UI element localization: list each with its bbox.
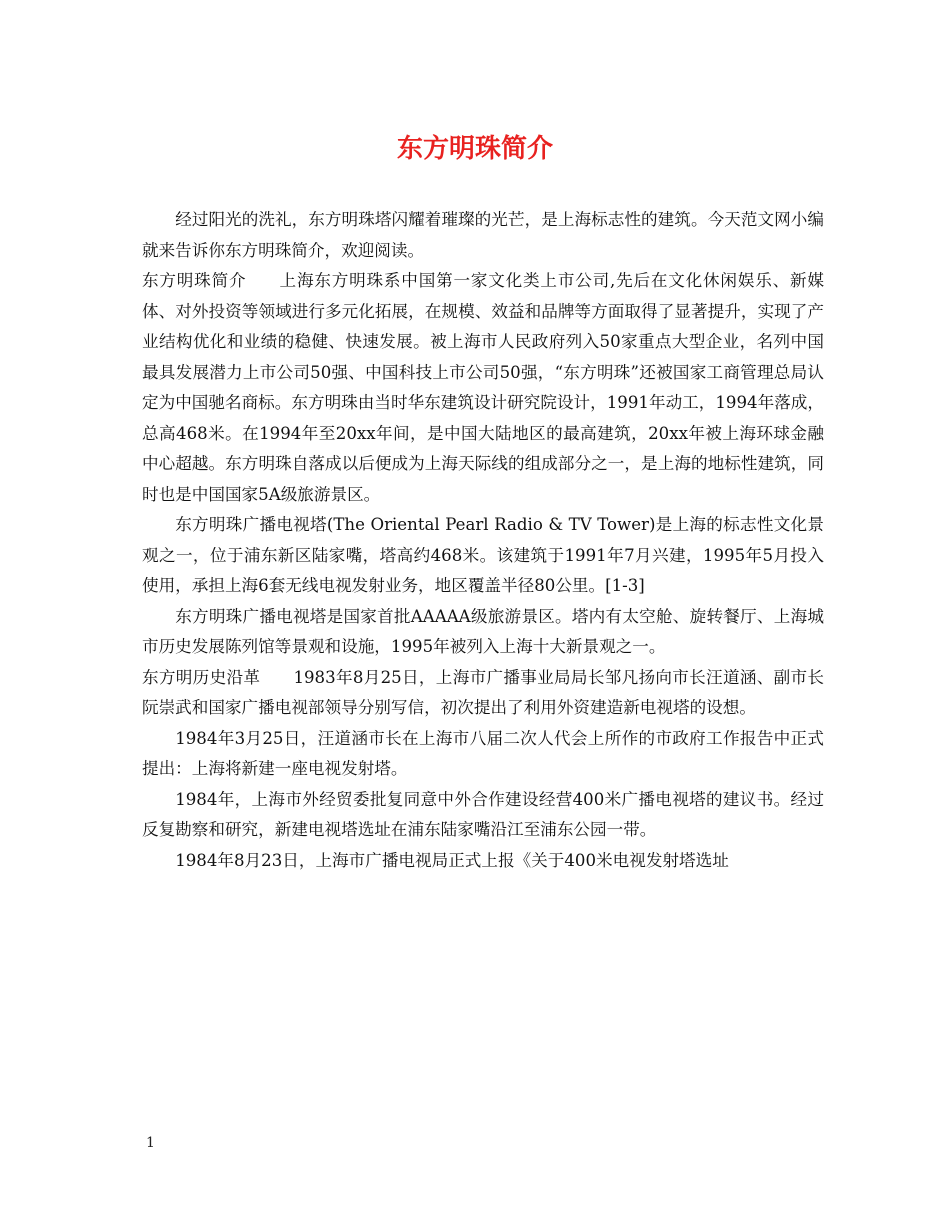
paragraph-1984-march: 1984年3月25日，汪道涵市长在上海市八届二次人代会上所作的市政府工作报告中正式提出：上海将新建一座电视发射塔。 <box>142 728 824 778</box>
paragraph-1984-august: 1984年8月23日，上海市广播电视局正式上报《关于400米电视发射塔选址 <box>175 850 729 870</box>
paragraph-overview <box>142 266 824 510</box>
paragraph-1984: 1984年，上海市外经贸委批复同意中外合作建设经营400米广播电视塔的建议书。经过反复勘察和研究，新建电视塔选址在浦东陆家嘴沿江至浦东公园一带。 <box>142 789 824 839</box>
paragraph-tower: 东方明珠广播电视塔(The Oriental Pearl Radio & TV Tower)是上海的标志性文化景观之一，位于浦东新区陆家嘴，塔高约468米。该建筑于1991年7月兴建，1995年5月投入使用，承担上海6套无线电视发射业务，地区覆盖半径80公里。[1-3] <box>142 515 824 595</box>
paragraph-history <box>142 663 824 724</box>
document-body <box>142 205 824 876</box>
paragraph-overview-text: 上海东方明珠系中国第一家文化类上市公司,先后在文化休闲娱乐、新媒体、对外投资等领域进行多元化拓展，在规模、效益和品牌等方面取得了显著提升，实现了产业结构优化和业绩的稳健、快速发展。被上海市人民政府列入50家重点大型企业，名列中国最具发展潜力上市公司50强、中国科技上市公司50强，“东方明珠”还被国家工商管理总局认定为中国驰名商标。东方明珠由当时华东建筑设计研究院设计，1991年动工，1994年落成，总高468米。在1994年至20xx年间，是中国大陆地区的最高建筑，20xx年被上海环球金融中心超越。东方明珠自落成以后便成为上海天际线的组成部分之一，是上海的地标性建筑，同时也是中国国家5A级旅游景区。 <box>142 271 824 504</box>
document-title: 东方明珠简介 <box>396 134 553 164</box>
page-number: 1 <box>146 1135 155 1151</box>
section-heading-history: 东方明历史沿革 <box>142 667 261 687</box>
paragraph-scenic: 东方明珠广播电视塔是国家首批AAAAA级旅游景区。塔内有太空舱、旋转餐厅、上海城市历史发展陈列馆等景观和设施，1995年被列入上海十大新景观之一。 <box>142 606 824 656</box>
paragraph-intro: 经过阳光的洗礼，东方明珠塔闪耀着璀璨的光芒，是上海标志性的建筑。今天范文网小编就来告诉你东方明珠简介，欢迎阅读。 <box>142 210 824 260</box>
section-heading-overview: 东方明珠简介 <box>142 271 247 290</box>
paragraph-history-text: 1983年8月25日，上海市广播事业局局长邹凡扬向市长汪道涵、副市长阮崇武和国家广播电视部领导分别写信，初次提出了利用外资建造新电视塔的设想。 <box>142 667 825 717</box>
